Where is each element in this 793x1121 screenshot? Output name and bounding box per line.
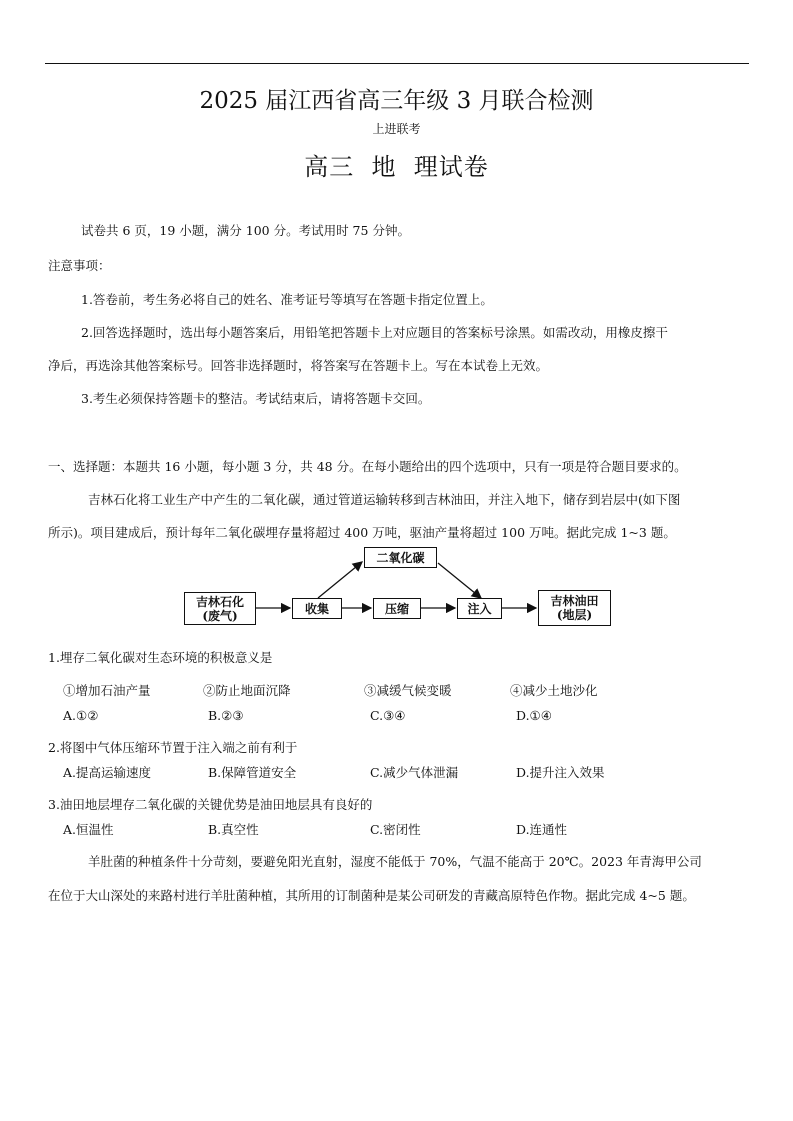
question-1-option-b: B.②③	[208, 708, 244, 723]
question-2-stem: 2.将图中气体压缩环节置于注入端之前有利于	[48, 740, 298, 755]
note-item-2-line-1: 2.回答选择题时，选出每小题答案后，用铅笔把答题卡上对应题目的答案标号涂黑。如需改动，用橡皮擦干	[81, 325, 668, 340]
question-1-option-d: D.①④	[516, 708, 552, 723]
arrow-co2-to-inject	[438, 563, 481, 598]
arrow-collect-to-co2	[318, 562, 362, 598]
box-compress: 压缩	[373, 598, 421, 619]
passage-1-line-1: 吉林石化将工业生产中产生的二氧化碳，通过管道运输转移到吉林油田，并注入地下，储存到岩层中(如下图	[88, 492, 681, 507]
exam-intro: 试卷共 6 页，19 小题，满分 100 分。考试用时 75 分钟。	[81, 223, 410, 238]
passage-2-line-1: 羊肚菌的种植条件十分苛刻，要避免阳光直射，湿度不能低于 70%，气温不能高于 20℃。2023 年青海甲公司	[88, 854, 702, 869]
question-3-option-c: C.密闭性	[370, 822, 421, 837]
box-co2: 二氧化碳	[364, 547, 437, 568]
box-collect: 收集	[292, 598, 342, 619]
exam-organizer: 上进联考	[372, 122, 421, 136]
question-1-stem: 1.埋存二氧化碳对生态环境的积极意义是	[48, 650, 273, 665]
note-item-1: 1.答卷前，考生务必将自己的姓名、准考证号等填写在答题卡指定位置上。	[81, 292, 493, 307]
subject-title: 高三 地 理试卷	[304, 153, 489, 181]
question-3-stem: 3.油田地层埋存二氧化碳的关键优势是油田地层具有良好的	[48, 797, 373, 812]
question-1-option-a: A.①②	[63, 708, 99, 723]
note-item-3: 3.考生必须保持答题卡的整洁。考试结束后，请将答题卡交回。	[81, 391, 431, 406]
question-3-option-b: B.真空性	[208, 822, 259, 837]
question-1-statement-1: ①增加石油产量	[63, 683, 151, 698]
question-1-option-c: C.③④	[370, 708, 406, 723]
notes-heading: 注意事项：	[48, 258, 111, 273]
box-jilin-petrochemical: 吉林石化 (废气)	[184, 592, 256, 625]
question-3-option-d: D.连通性	[516, 822, 568, 837]
section-heading: 一、选择题：本题共 16 小题，每小题 3 分，共 48 分。在每小题给出的四个选项中，只有一项是符合题目要求的。	[48, 459, 687, 474]
question-2-option-a: A.提高运输速度	[63, 765, 152, 780]
exam-title: 2025 届江西省高三年级 3 月联合检测	[199, 88, 594, 114]
passage-2-line-2: 在位于大山深处的来路村进行羊肚菌种植，其所用的订制菌种是某公司研发的青藏高原特色作物。据此完成 4~5 题。	[48, 888, 695, 903]
passage-1-line-2: 所示)。项目建成后，预计每年二氧化碳埋存量将超过 400 万吨，驱油产量将超过 100 万吨。据此完成 1~3 题。	[48, 525, 676, 540]
question-1-statement-3: ③减缓气候变暖	[364, 683, 452, 698]
question-1-statement-2: ②防止地面沉降	[203, 683, 291, 698]
box-jilin-oilfield: 吉林油田 (地层)	[538, 590, 611, 626]
question-1-statement-4: ④减少土地沙化	[510, 683, 598, 698]
box-inject: 注入	[457, 598, 502, 619]
question-2-option-d: D.提升注入效果	[516, 765, 605, 780]
question-3-option-a: A.恒温性	[63, 822, 114, 837]
question-2-option-c: C.减少气体泄漏	[370, 765, 459, 780]
question-2-option-b: B.保障管道安全	[208, 765, 297, 780]
note-item-2-line-2: 净后，再选涂其他答案标号。回答非选择题时，将答案写在答题卡上。写在本试卷上无效。	[48, 358, 549, 373]
